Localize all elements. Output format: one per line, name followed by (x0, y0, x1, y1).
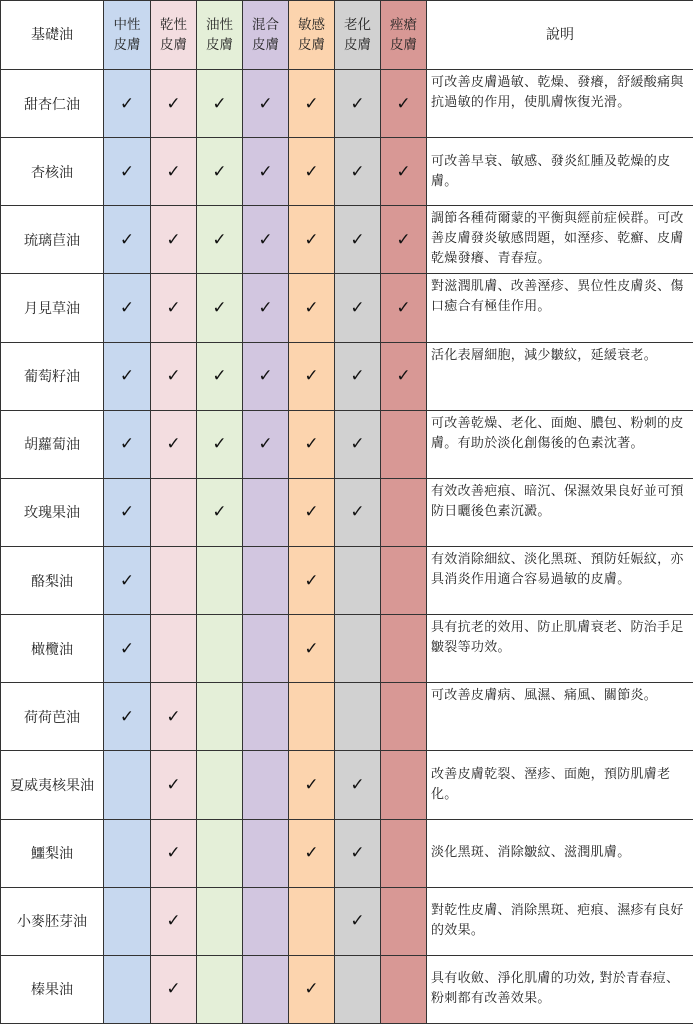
check-mark: ✓ (289, 955, 335, 1023)
oil-name: 鱷梨油 (1, 819, 104, 887)
check-mark: ✓ (289, 342, 335, 410)
empty-cell (243, 751, 289, 819)
table-row (1, 70, 693, 138)
empty-cell (243, 478, 289, 546)
check-mark: ✓ (104, 478, 151, 546)
check-mark: ✓ (151, 410, 197, 478)
check-mark: ✓ (289, 751, 335, 819)
check-mark: ✓ (151, 342, 197, 410)
check-mark: ✓ (243, 342, 289, 410)
table-row (1, 274, 693, 342)
table-row (1, 615, 693, 683)
oil-name: 甜杏仁油 (1, 70, 104, 138)
check-mark: ✓ (335, 819, 381, 887)
header-neutral-skin: 中性 皮膚 (104, 1, 151, 70)
check-mark: ✓ (197, 138, 243, 206)
check-mark: ✓ (243, 274, 289, 342)
oil-description: 具有抗老的效用、防止肌膚衰老、防治手足皺裂等功效。 (427, 615, 693, 683)
check-mark: ✓ (289, 138, 335, 206)
empty-cell (381, 819, 427, 887)
table-row (1, 751, 693, 819)
check-mark: ✓ (335, 887, 381, 955)
check-mark: ✓ (104, 206, 151, 274)
check-mark: ✓ (289, 274, 335, 342)
check-mark: ✓ (243, 410, 289, 478)
oil-description: 活化表層細胞，減少皺紋，延緩衰老。 (427, 342, 693, 410)
empty-cell (335, 683, 381, 751)
oil-description: 可改善皮膚病、風濕、痛風、關節炎。 (427, 683, 693, 751)
empty-cell (151, 546, 197, 614)
empty-cell (197, 683, 243, 751)
check-mark: ✓ (335, 206, 381, 274)
table-row (1, 206, 693, 274)
check-mark: ✓ (104, 138, 151, 206)
empty-cell (104, 819, 151, 887)
table-row (1, 342, 693, 410)
check-mark: ✓ (381, 206, 427, 274)
check-mark: ✓ (104, 342, 151, 410)
check-mark: ✓ (151, 70, 197, 138)
empty-cell (381, 683, 427, 751)
check-mark: ✓ (289, 615, 335, 683)
empty-cell (243, 955, 289, 1023)
check-mark: ✓ (197, 410, 243, 478)
empty-cell (197, 955, 243, 1023)
check-mark: ✓ (335, 274, 381, 342)
empty-cell (243, 615, 289, 683)
empty-cell (381, 546, 427, 614)
check-mark: ✓ (151, 138, 197, 206)
oil-name: 玫瑰果油 (1, 478, 104, 546)
check-mark: ✓ (289, 206, 335, 274)
check-mark: ✓ (381, 138, 427, 206)
table-row (1, 819, 693, 887)
header-combination-skin: 混合 皮膚 (243, 1, 289, 70)
check-mark: ✓ (243, 70, 289, 138)
empty-cell (151, 615, 197, 683)
oil-name: 琉璃苣油 (1, 206, 104, 274)
header-acne-skin: 痤瘡 皮膚 (381, 1, 427, 70)
check-mark: ✓ (197, 274, 243, 342)
oil-description: 有效消除細紋、淡化黑斑、預防妊娠紋，亦具消炎作用適合容易過敏的皮膚。 (427, 546, 693, 614)
oil-description: 有效改善疤痕、暗沉、保濕效果良好並可預防日曬後色素沉澱。 (427, 478, 693, 546)
oil-description: 改善皮膚乾裂、溼疹、面皰，預防肌膚老化。 (427, 751, 693, 819)
header-description: 說明 (427, 1, 693, 70)
check-mark: ✓ (104, 683, 151, 751)
table-row (1, 887, 693, 955)
oil-description: 可改善乾燥、老化、面皰、膿包、粉刺的皮膚。有助於淡化創傷後的色素沈著。 (427, 410, 693, 478)
check-mark: ✓ (335, 138, 381, 206)
oil-description: 對滋潤肌膚、改善溼疹、異位性皮膚炎、傷口癒合有極佳作用。 (427, 274, 693, 342)
check-mark: ✓ (151, 206, 197, 274)
empty-cell (197, 819, 243, 887)
check-mark: ✓ (197, 342, 243, 410)
oil-name: 榛果油 (1, 955, 104, 1023)
empty-cell (335, 615, 381, 683)
table-row (1, 955, 693, 1023)
table-row (1, 683, 693, 751)
check-mark: ✓ (335, 70, 381, 138)
oil-description: 可改善皮膚過敏、乾燥、發癢，舒緩酸痛與抗過敏的作用，使肌膚恢復光滑。 (427, 70, 693, 138)
oil-name: 小麥胚芽油 (1, 887, 104, 955)
empty-cell (197, 887, 243, 955)
table-row (1, 478, 693, 546)
empty-cell (151, 478, 197, 546)
empty-cell (381, 410, 427, 478)
header-base-oil: 基礎油 (1, 1, 104, 70)
check-mark: ✓ (104, 70, 151, 138)
check-mark: ✓ (335, 410, 381, 478)
oil-name: 葡萄籽油 (1, 342, 104, 410)
empty-cell (197, 546, 243, 614)
empty-cell (381, 478, 427, 546)
empty-cell (289, 683, 335, 751)
check-mark: ✓ (381, 274, 427, 342)
empty-cell (243, 546, 289, 614)
oil-name: 橄欖油 (1, 615, 104, 683)
empty-cell (243, 683, 289, 751)
check-mark: ✓ (289, 410, 335, 478)
empty-cell (381, 751, 427, 819)
check-mark: ✓ (243, 138, 289, 206)
empty-cell (381, 615, 427, 683)
table-row (1, 546, 693, 614)
check-mark: ✓ (289, 70, 335, 138)
check-mark: ✓ (335, 478, 381, 546)
check-mark: ✓ (335, 751, 381, 819)
oil-name: 月見草油 (1, 274, 104, 342)
check-mark: ✓ (151, 955, 197, 1023)
oil-name: 杏核油 (1, 138, 104, 206)
empty-cell (104, 887, 151, 955)
table-body (1, 70, 693, 1024)
check-mark: ✓ (289, 546, 335, 614)
header-aging-skin: 老化 皮膚 (335, 1, 381, 70)
empty-cell (104, 955, 151, 1023)
check-mark: ✓ (104, 615, 151, 683)
check-mark: ✓ (197, 478, 243, 546)
oil-name: 胡蘿蔔油 (1, 410, 104, 478)
empty-cell (243, 887, 289, 955)
empty-cell (104, 751, 151, 819)
check-mark: ✓ (243, 206, 289, 274)
check-mark: ✓ (197, 70, 243, 138)
check-mark: ✓ (197, 206, 243, 274)
check-mark: ✓ (289, 819, 335, 887)
header-sensitive-skin: 敏感 皮膚 (289, 1, 335, 70)
empty-cell (381, 887, 427, 955)
empty-cell (335, 546, 381, 614)
empty-cell (197, 615, 243, 683)
check-mark: ✓ (151, 683, 197, 751)
check-mark: ✓ (381, 342, 427, 410)
check-mark: ✓ (104, 410, 151, 478)
empty-cell (335, 955, 381, 1023)
check-mark: ✓ (104, 546, 151, 614)
oil-description: 可改善早衰、敏感、發炎紅腫及乾燥的皮膚。 (427, 138, 693, 206)
check-mark: ✓ (289, 478, 335, 546)
oil-description: 對乾性皮膚、消除黑斑、疤痕、濕疹有良好的效果。 (427, 887, 693, 955)
oil-description: 具有收斂、淨化肌膚的功效, 對於青春痘、粉刺都有改善效果。 (427, 955, 693, 1023)
header-row (1, 1, 693, 70)
empty-cell (289, 887, 335, 955)
table-row (1, 138, 693, 206)
check-mark: ✓ (335, 342, 381, 410)
check-mark: ✓ (151, 819, 197, 887)
check-mark: ✓ (151, 751, 197, 819)
empty-cell (243, 819, 289, 887)
oil-name: 荷荷芭油 (1, 683, 104, 751)
check-mark: ✓ (151, 274, 197, 342)
oil-description: 調節各種荷爾蒙的平衡與經前症候群。可改善皮膚發炎敏感問題，如溼疹、乾癬、皮膚乾燥發癢、青春痘。 (427, 206, 693, 274)
oil-name: 酪梨油 (1, 546, 104, 614)
oil-description: 淡化黑斑、消除皺紋、滋潤肌膚。 (427, 819, 693, 887)
check-mark: ✓ (381, 70, 427, 138)
oil-name: 夏威夷核果油 (1, 751, 104, 819)
empty-cell (197, 751, 243, 819)
header-oily-skin: 油性 皮膚 (197, 1, 243, 70)
check-mark: ✓ (104, 274, 151, 342)
table-row (1, 410, 693, 478)
check-mark: ✓ (151, 887, 197, 955)
empty-cell (381, 955, 427, 1023)
header-dry-skin: 乾性 皮膚 (151, 1, 197, 70)
